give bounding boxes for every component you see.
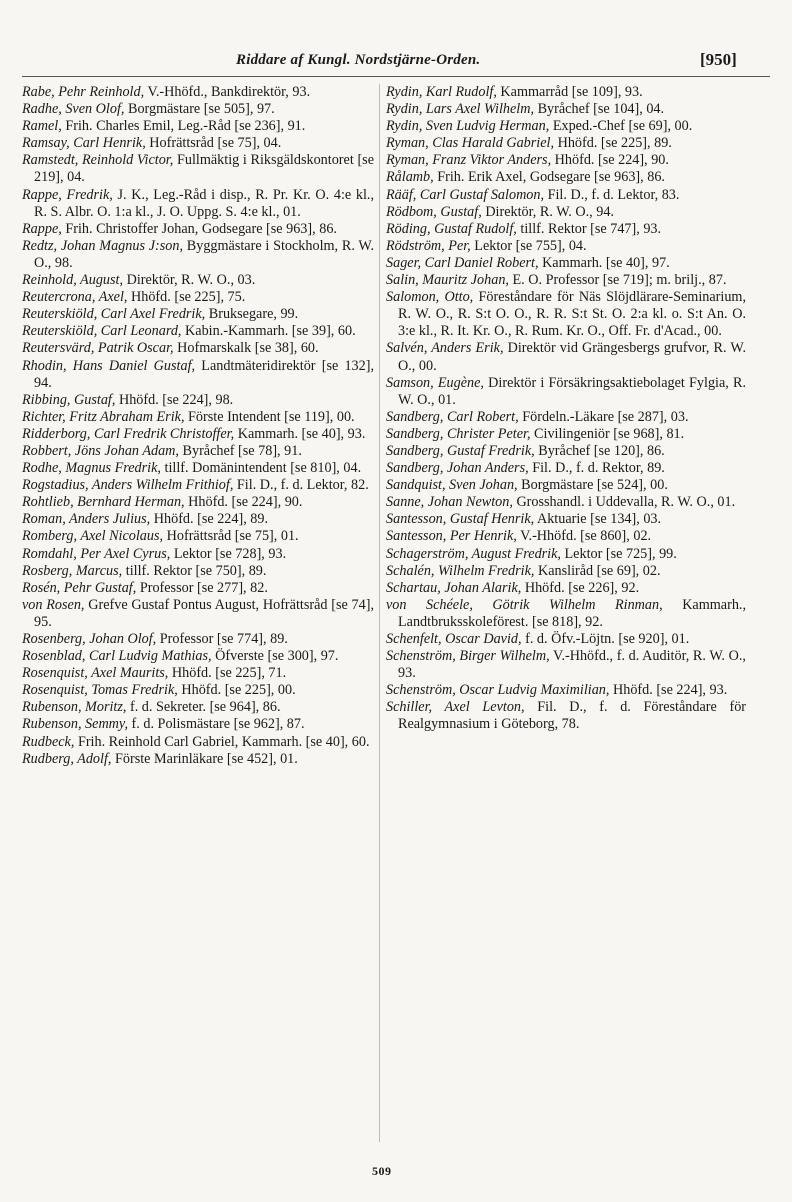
register-entry	[22, 494, 374, 511]
entry-text: f. d. Polismästare [se 962], 87.	[131, 716, 305, 733]
register-entry	[22, 101, 374, 118]
entry-text: f. d. Öfv.-Löjtn. [se 920], 01.	[525, 631, 690, 647]
entry-name: Reuterskiöld, Carl Axel Fredrik,	[22, 306, 206, 323]
entry-text: Borgmästare [se 505], 97.	[127, 101, 275, 118]
entry-name: Rydin, Karl Rudolf,	[386, 84, 497, 100]
entry-text: Öfverste [se 300], 97.	[215, 648, 339, 665]
entry-name: Salvén, Anders Erik,	[386, 340, 504, 357]
entry-name: Salin, Mauritz Johan,	[386, 272, 509, 289]
entry-text: Frih. Erik Axel, Godsegare [se 963], 86.	[437, 169, 665, 186]
entry-text: Kammarråd [se 109], 93.	[500, 84, 643, 100]
entry-text: Hhöfd. [se 224], 90.	[554, 152, 669, 169]
register-entry	[22, 528, 374, 545]
register-entry	[386, 152, 746, 169]
entry-text: f. d. Sekreter. [se 964], 86.	[129, 699, 281, 716]
register-entry	[386, 221, 746, 238]
register-entry	[386, 135, 746, 152]
entry-text: Hhöfd. [se 225], 75.	[131, 289, 246, 306]
entry-text: Grefve Gustaf Pontus August, Hofrättsråd [se 74], 95.	[34, 596, 374, 630]
entry-text: Hhöfd. [se 225], 89.	[557, 135, 672, 152]
entry-text: Förste Marinläkare [se 452], 01.	[115, 750, 298, 767]
register-entry	[22, 340, 374, 357]
register-entry	[22, 289, 374, 306]
register-entry	[22, 221, 374, 238]
entry-text: Borgmästare [se 524], 00.	[521, 477, 668, 494]
register-entry	[22, 443, 374, 460]
entry-text: Hhöfd. [se 225], 71.	[171, 665, 287, 682]
entry-text: Hhöfd. [se 224], 93.	[612, 682, 728, 699]
entry-text: Frih. Charles Emil, Leg.-Råd [se 236], 91.	[65, 118, 306, 135]
entry-text: Hofmarskalk [se 38], 60.	[177, 340, 319, 357]
register-entry	[386, 255, 746, 272]
entry-text: Fil. D., f. d. Lektor, 82.	[236, 477, 369, 494]
entry-text: V.-Hhöfd., Bankdirektör, 93.	[147, 84, 311, 100]
entry-text: tillf. Rektor [se 750], 89.	[125, 562, 267, 579]
register-entry	[386, 546, 746, 563]
page-number: 509	[372, 1164, 392, 1178]
entry-text: Fil. D., f. d. Föreståndare för Realgymnasium i Göteborg, 78.	[398, 699, 747, 733]
entry-text: Lektor [se 728], 93.	[173, 545, 287, 562]
entry-name: Rödström, Per,	[386, 237, 471, 254]
register-entry	[386, 528, 746, 545]
entry-name: Rudbeck,	[22, 733, 75, 750]
register-entry	[386, 118, 746, 135]
entry-name: Romdahl, Per Axel Cyrus,	[22, 545, 171, 562]
entry-name: Sager, Carl Daniel Robert,	[386, 254, 539, 271]
register-entry	[386, 443, 746, 460]
entry-text: V.-Hhöfd. [se 860], 02.	[520, 528, 652, 545]
entry-text: Byråchef [se 120], 86.	[538, 442, 665, 459]
entry-name: Roman, Anders Julius,	[22, 511, 151, 528]
register-entry	[386, 204, 746, 221]
entry-text: Fil. D., f. d. Rektor, 89.	[532, 460, 665, 477]
register-entry	[22, 152, 374, 186]
entry-name: Ramstedt, Reinhold Victor,	[22, 152, 174, 169]
entry-text: Förste Intendent [se 119], 00.	[188, 408, 355, 425]
register-entry	[386, 340, 746, 374]
entry-text: Byggmästare i Stockholm, R. W. O., 98.	[34, 237, 375, 271]
entry-text: Fördeln.-Läkare [se 287], 03.	[522, 408, 689, 425]
register-entry	[22, 477, 374, 494]
entry-text: tillf. Rektor [se 747], 93.	[520, 220, 662, 237]
entry-text: Frih. Christoffer Johan, Godsegare [se 963], 86.	[65, 220, 337, 237]
register-entry	[22, 682, 374, 699]
entry-text: tillf. Domänintendent [se 810], 04.	[164, 460, 362, 477]
entry-text: Direktör, R. W. O., 03.	[126, 272, 256, 289]
entry-text: Grosshandl. i Uddevalla, R. W. O., 01.	[516, 494, 736, 511]
entry-name: Rappe,	[22, 220, 62, 237]
register-entry	[386, 84, 746, 101]
register-entry	[22, 665, 374, 682]
register-entry	[22, 563, 374, 580]
entry-name: Sandberg, Carl Robert,	[386, 408, 519, 425]
entry-text: Lektor [se 755], 04.	[474, 237, 587, 254]
entry-text: Hhöfd. [se 224], 98.	[118, 391, 234, 408]
entry-name: Reutersvärd, Patrik Oscar,	[22, 340, 174, 357]
register-entry	[22, 358, 374, 392]
register-entry	[22, 734, 374, 751]
register-entry	[22, 323, 374, 340]
entry-text: Professor [se 774], 89.	[159, 631, 288, 647]
column-divider	[379, 84, 380, 1142]
entry-name: Ryman, Franz Viktor Anders,	[386, 152, 552, 169]
page-code: [950]	[700, 50, 737, 69]
entry-text: Hhöfd. [se 225], 00.	[181, 682, 296, 699]
register-entry	[386, 460, 746, 477]
register-entry	[22, 409, 374, 426]
register-entry	[386, 238, 746, 255]
entry-name: Romberg, Axel Nicolaus,	[22, 528, 164, 545]
right-column	[386, 84, 746, 734]
entry-text: Direktör, R. W. O., 94.	[485, 203, 615, 220]
register-entry	[22, 751, 374, 768]
register-entry	[22, 84, 374, 101]
register-entry	[386, 494, 746, 511]
entry-name: Ramel,	[22, 118, 62, 135]
entry-text: Bruksegare, 99.	[208, 306, 299, 323]
register-entry	[22, 580, 374, 597]
entry-name: Schenström, Birger Wilhelm,	[386, 648, 550, 665]
entry-name: Sandquist, Sven Johan,	[386, 477, 518, 494]
entry-name: Salomon, Otto,	[386, 289, 474, 306]
entry-text: Kanslіråd [se 69], 02.	[537, 562, 661, 579]
entry-name: Rohtlieb, Bernhard Herman,	[22, 494, 185, 511]
entry-name: Schalén, Wilhelm Fredrik,	[386, 562, 535, 579]
register-entry	[386, 580, 746, 597]
register-entry	[22, 546, 374, 563]
entry-name: Richter, Fritz Abraham Erik,	[22, 408, 185, 425]
entry-name: Schagerström, August Fredrik,	[386, 545, 561, 562]
entry-name: Samson, Eugène,	[386, 374, 484, 391]
entry-name: Rydin, Lars Axel Wilhelm,	[386, 101, 535, 118]
register-entry	[22, 238, 374, 272]
register-entry	[22, 392, 374, 409]
entry-text: Direktör i Försäkringsaktiebolaget Fylgia, R. W. O., 01.	[398, 374, 747, 408]
register-entry	[22, 272, 374, 289]
entry-text: Civilingeniör [se 968], 81.	[534, 425, 685, 442]
entry-name: Rosenquist, Axel Maurits,	[22, 665, 169, 682]
entry-text: Hofrättsråd [se 75], 01.	[166, 528, 299, 545]
register-entry	[22, 135, 374, 152]
register-entry	[22, 187, 374, 221]
register-entry	[386, 272, 746, 289]
register-entry	[22, 631, 374, 648]
entry-name: Schenström, Oscar Ludvig Maximilian,	[386, 682, 610, 699]
entry-name: Reuterskiöld, Carl Leonard,	[22, 323, 182, 340]
entry-name: Ryman, Clas Harald Gabriel,	[386, 135, 555, 152]
entry-name: Schiller, Axel Levton,	[386, 699, 525, 716]
entry-name: Rålamb,	[386, 169, 434, 186]
register-entry	[386, 563, 746, 580]
entry-text: Byråchef [se 78], 91.	[182, 442, 302, 459]
entry-name: Rääf, Carl Gustaf Salomon,	[386, 186, 545, 203]
entry-text: Kammarh., Landtbruksskoleförest. [se 818], 92.	[398, 596, 747, 630]
register-entry	[386, 187, 746, 204]
register-entry	[386, 682, 746, 699]
register-entry	[386, 409, 746, 426]
entry-text: E. O. Professor [se 719]; m. brilj., 87.	[512, 272, 727, 289]
entry-name: von Schéele, Götrik Wilhelm Rinman,	[386, 596, 663, 613]
entry-text: J. K., Leg.-Råd i disp., R. Pr. Kr. O. 4:e kl., R. S. Albr. O. 1:a kl., J. O. Uppg. S. 4:e kl., 01.	[34, 186, 375, 220]
entry-name: Rogstadius, Anders Wilhelm Frithiof,	[22, 477, 234, 494]
entry-name: Redtz, Johan Magnus J:son,	[22, 237, 183, 254]
entry-text: Hhöfd. [se 224], 90.	[188, 494, 303, 511]
entry-name: Rydin, Sven Ludvig Herman,	[386, 118, 550, 135]
entry-name: Ramsay, Carl Henrik,	[22, 135, 146, 152]
register-entry	[386, 648, 746, 682]
entry-name: Rubenson, Moritz,	[22, 699, 127, 716]
register-entry	[386, 597, 746, 631]
entry-name: Schartau, Johan Alarik,	[386, 579, 522, 596]
entry-name: Sanne, Johan Newton,	[386, 494, 513, 511]
register-entry	[22, 716, 374, 733]
left-column	[22, 84, 374, 768]
entry-name: Schenfelt, Oscar David,	[386, 631, 522, 647]
entry-name: Rosenblad, Carl Ludvig Mathias,	[22, 648, 212, 665]
entry-name: Rhodin, Hans Daniel Gustaf,	[22, 357, 196, 374]
entry-name: Rudberg, Adolf,	[22, 750, 112, 767]
register-entry	[386, 169, 746, 186]
entry-text: Hhöfd. [se 224], 89.	[153, 511, 269, 528]
register-entry	[22, 597, 374, 631]
entry-name: Rosberg, Marcus,	[22, 562, 123, 579]
entry-name: von Rosen,	[22, 596, 85, 613]
register-entry	[22, 426, 374, 443]
entry-name: Rubenson, Semmy,	[22, 716, 128, 733]
register-entry	[386, 289, 746, 340]
entry-text: Professor [se 277], 82.	[139, 579, 268, 596]
entry-text: Kammarh. [se 40], 97.	[542, 254, 670, 271]
entry-text: Frih. Reinhold Carl Gabriel, Kammarh. [se 40], 60.	[77, 733, 370, 750]
entry-text: Aktuarie [se 134], 03.	[536, 511, 662, 528]
entry-name: Rosén, Pehr Gustaf,	[22, 579, 137, 596]
entry-name: Santesson, Gustaf Henrik,	[386, 511, 535, 528]
entry-name: Ridderborg, Carl Fredrik Christoffer,	[22, 425, 235, 442]
entry-text: Byråchef [se 104], 04.	[537, 101, 665, 118]
entry-text: Föreståndare för Näs Slöjdlärare-Seminarium, R. W. O., R. S:t O. O., R. R. S:t St. O. 2:a kl. o. S:t An. O. 3:e kl., R. It. Kr. O., R. Rum. Kr. O., Off. Fr. d'Acad., 00.	[398, 289, 747, 340]
entry-name: Rosenberg, Johan Olof,	[22, 631, 157, 647]
entry-text: Kabin.-Kammarh. [se 39], 60.	[185, 323, 356, 340]
entry-text: Hofrättsråd [se 75], 04.	[149, 135, 282, 152]
entry-text: V.-Hhöfd., f. d. Auditör, R. W. O., 93.	[398, 648, 746, 682]
entry-text: Landtmäteridirektör [se 132], 94.	[34, 357, 375, 391]
entry-text: Hhöfd. [se 226], 92.	[524, 579, 640, 596]
entry-text: Lektor [se 725], 99.	[564, 545, 677, 562]
entry-name: Radhe, Sven Olof,	[22, 101, 125, 118]
register-entry	[386, 477, 746, 494]
entry-name: Röding, Gustaf Rudolf,	[386, 220, 517, 237]
running-title: Riddare af Kungl. Nordstjärne-Orden.	[236, 52, 481, 68]
register-entry	[386, 375, 746, 409]
entry-text: Fil. D., f. d. Lektor, 83.	[547, 186, 680, 203]
register-entry	[386, 101, 746, 118]
entry-name: Rappe, Fredrik,	[22, 186, 113, 203]
register-entry	[22, 118, 374, 135]
register-entry	[386, 426, 746, 443]
register-entry	[22, 460, 374, 477]
entry-name: Reutercrona, Axel,	[22, 289, 128, 306]
entry-name: Rabe, Pehr Reinhold,	[22, 84, 145, 100]
entry-text: Fullmäktig i Riksgäldskontoret [se 219], 04.	[34, 152, 374, 186]
register-entry	[22, 511, 374, 528]
entry-name: Rödbom, Gustaf,	[386, 203, 482, 220]
entry-name: Santesson, Per Henrik,	[386, 528, 517, 545]
entry-name: Sandberg, Johan Anders,	[386, 460, 529, 477]
register-entry	[22, 648, 374, 665]
entry-text: Exped.-Chef [se 69], 00.	[552, 118, 693, 135]
entry-name: Ribbing, Gustaf,	[22, 391, 116, 408]
entry-name: Robbert, Jöns Johan Adam,	[22, 442, 179, 459]
entry-name: Reinhold, August,	[22, 272, 124, 289]
entry-name: Sandberg, Christer Peter,	[386, 425, 531, 442]
entry-name: Sandberg, Gustaf Fredrik,	[386, 442, 535, 459]
entry-text: Direktör vid Grängesbergs grufvor, R. W. O., 00.	[398, 340, 747, 374]
header-rule	[22, 76, 770, 77]
entry-name: Rodhe, Magnus Fredrik,	[22, 460, 161, 477]
register-entry	[22, 306, 374, 323]
register-entry	[386, 699, 746, 733]
register-entry	[22, 699, 374, 716]
entry-name: Rosenquist, Tomas Fredrik,	[22, 682, 178, 699]
register-entry	[386, 631, 746, 648]
entry-text: Kammarh. [se 40], 93.	[237, 425, 366, 442]
register-entry	[386, 511, 746, 528]
